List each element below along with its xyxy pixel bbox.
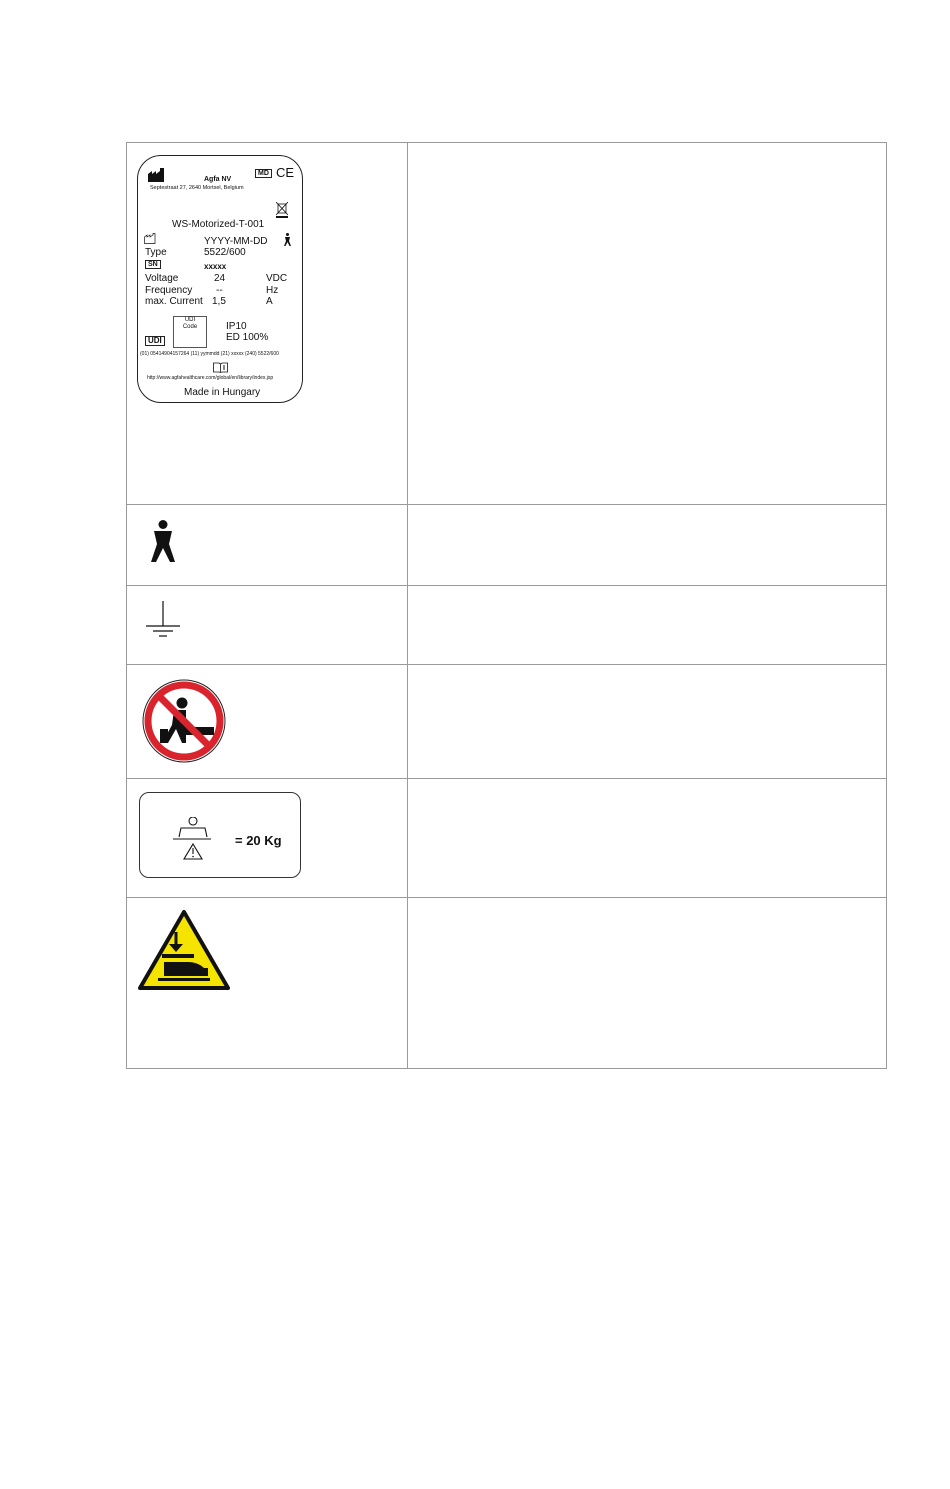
type-value: 5522/600 [204, 247, 246, 258]
manufacturer-address: Septestraat 27, 2640 Mortsel, Belgium [150, 185, 244, 191]
description-cell [408, 586, 887, 665]
manufacture-date-icon [144, 233, 161, 244]
table-row [127, 898, 887, 1069]
ground-icon [144, 601, 182, 639]
symbols-table [126, 142, 887, 1069]
current-label: max. Current [145, 296, 203, 307]
md-mark: MD [255, 169, 272, 178]
max-load-value: = 20 Kg [235, 833, 282, 848]
model-name: WS-Motorized-T-001 [172, 219, 265, 230]
description-cell [408, 665, 887, 779]
udi-code-line2: Code [182, 324, 198, 330]
rating-label [137, 155, 303, 403]
table-row [127, 505, 887, 586]
table-row [127, 586, 887, 665]
description-cell [408, 779, 887, 898]
voltage-value: 24 [214, 273, 226, 284]
udi-string: (01) 05414904157264 (11) yymmdd (21) xxxxx (240) 5522/600 [140, 351, 279, 357]
type-b-applied-part-icon [148, 520, 178, 562]
voltage-unit: VDC [266, 273, 288, 284]
udi-code-box [173, 316, 207, 348]
table-row [127, 143, 887, 505]
symbol-cell [127, 143, 408, 505]
current-value: 1,5 [212, 296, 226, 307]
symbol-cell [127, 586, 408, 665]
symbol-cell [127, 898, 408, 1069]
max-load-icon [173, 817, 233, 863]
symbol-cell [127, 779, 408, 898]
hand-crush-warning-icon [138, 910, 230, 990]
symbol-cell [127, 665, 408, 779]
description-cell [408, 505, 887, 586]
table-row [127, 665, 887, 779]
frequency-value: -- [216, 285, 223, 296]
udi-mark: UDI [145, 336, 165, 346]
manufacturer-icon [148, 168, 168, 182]
duty-cycle: ED 100% [226, 332, 269, 343]
max-load-plate [139, 792, 301, 878]
ip-rating: IP10 [226, 321, 247, 332]
type-label: Type [145, 247, 167, 258]
sn-mark: SN [145, 260, 161, 269]
udi-code-line1: UDI [184, 317, 196, 323]
applied-part-icon [283, 233, 292, 246]
weee-bin-icon [276, 202, 288, 218]
manufacturer-name: Agfa NV [204, 176, 232, 183]
ce-mark: CE [276, 165, 295, 180]
symbol-cell [127, 505, 408, 586]
manual-url: http://www.agfahealthcare.com/global/en/library/index.jsp [147, 375, 274, 381]
manufacture-date: YYYY-MM-DD [204, 236, 268, 247]
serial-number: xxxxx [204, 262, 227, 271]
frequency-unit: Hz [266, 285, 279, 296]
made-in: Made in Hungary [184, 387, 261, 398]
voltage-label: Voltage [145, 273, 179, 284]
description-cell [408, 898, 887, 1069]
current-unit: A [266, 296, 273, 307]
no-sitting-prohibition-icon [140, 677, 228, 765]
frequency-label: Frequency [145, 285, 193, 296]
instructions-book-icon [213, 362, 228, 373]
description-cell [408, 143, 887, 505]
table-row [127, 779, 887, 898]
